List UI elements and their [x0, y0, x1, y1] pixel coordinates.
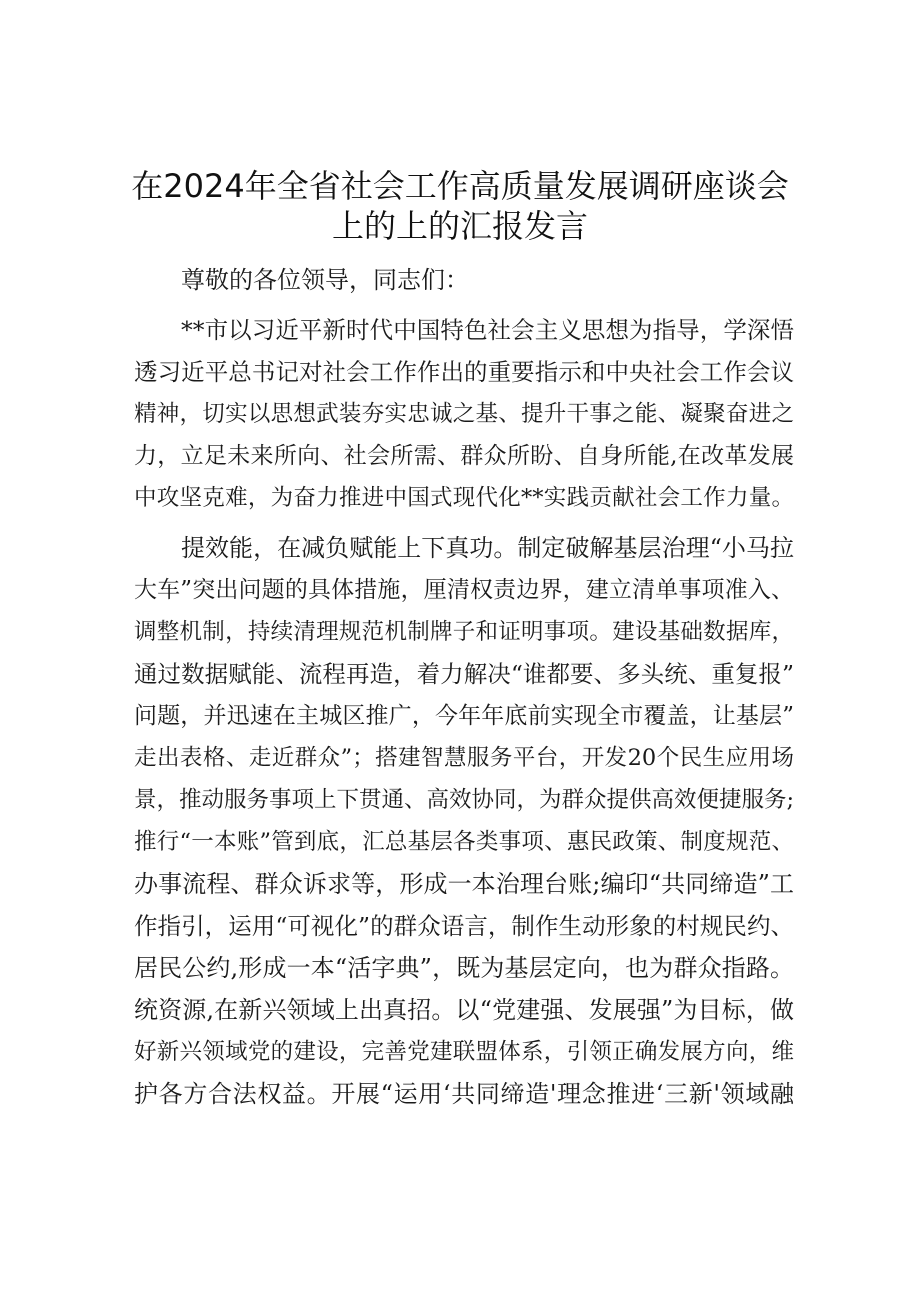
- paragraph-3-line: 好新兴领域党的建设，完善党建联盟体系，引领正确发展方向，维: [134, 1039, 794, 1065]
- paragraph-2-line: 办事流程、群众诉求等，形成一本治理台账;编印“共同缔造”工: [134, 870, 794, 898]
- paragraph-1-line: 力，立足未来所向、社会所需、群众所盼、自身所能,在改革发展: [134, 443, 794, 469]
- paragraph-2-line: 走出表格、走近群众”；搭建智慧服务平台，开发20个民生应用场: [134, 745, 794, 771]
- paragraph-2-line: 作指引，运用“可视化”的群众语言，制作生动形象的村规民约、: [134, 912, 794, 940]
- paragraph-2-line: 大车”突出问题的具体措施，厘清权责边界，建立清单事项准入、: [134, 577, 794, 603]
- paragraph-1-line: 透习近平总书记对社会工作作出的重要指示和中央社会工作会议: [134, 358, 794, 386]
- document-title-line-2: 上的上的汇报发言: [331, 207, 588, 245]
- paragraph-3-line: 护各方合法权益。开展“运用‘共同缔造'理念推进‘三新'领域融: [134, 1080, 794, 1108]
- greeting: 尊敬的各位领导，同志们：: [181, 266, 469, 294]
- paragraph-3-line: 统资源,在新兴领域上出真招。以“党建强、发展强”为目标，做: [134, 996, 794, 1024]
- paragraph-2-line: 居民公约,形成一本“活字典”，既为基层定向，也为群众指路。: [134, 954, 794, 982]
- paragraph-1-line: 精神，切实以思想武装夯实忠诚之基、提升干事之能、凝聚奋进之: [134, 401, 794, 427]
- paragraph-1-line: **市以习近平新时代中国特色社会主义思想为指导，学深悟: [181, 316, 794, 344]
- paragraph-2-line: 问题，并迅速在主城区推广，今年年底前实现全市覆盖，让基层”: [134, 703, 794, 729]
- paragraph-2-line: 推行“一本账”管到底，汇总基层各类事项、惠民政策、制度规范、: [134, 829, 794, 855]
- paragraph-2-line: 提效能，在减负赋能上下真功。制定破解基层治理“小马拉: [181, 534, 794, 562]
- paragraph-2-line: 景，推动服务事项上下贯通、高效协同，为群众提供高效便捷服务;: [134, 787, 795, 813]
- paragraph-1-line: 中攻坚克难，为奋力推进中国式现代化**实践贡献社会工作力量。: [134, 485, 794, 511]
- document-title-line-1: 在2024年全省社会工作高质量发展调研座谈会: [131, 167, 789, 205]
- paragraph-2-line: 调整机制，持续清理规范机制牌子和证明事项。建设基础数据库，: [134, 619, 794, 645]
- paragraph-2-line: 通过数据赋能、流程再造，着力解决“谁都要、多头统、重复报”: [134, 660, 794, 688]
